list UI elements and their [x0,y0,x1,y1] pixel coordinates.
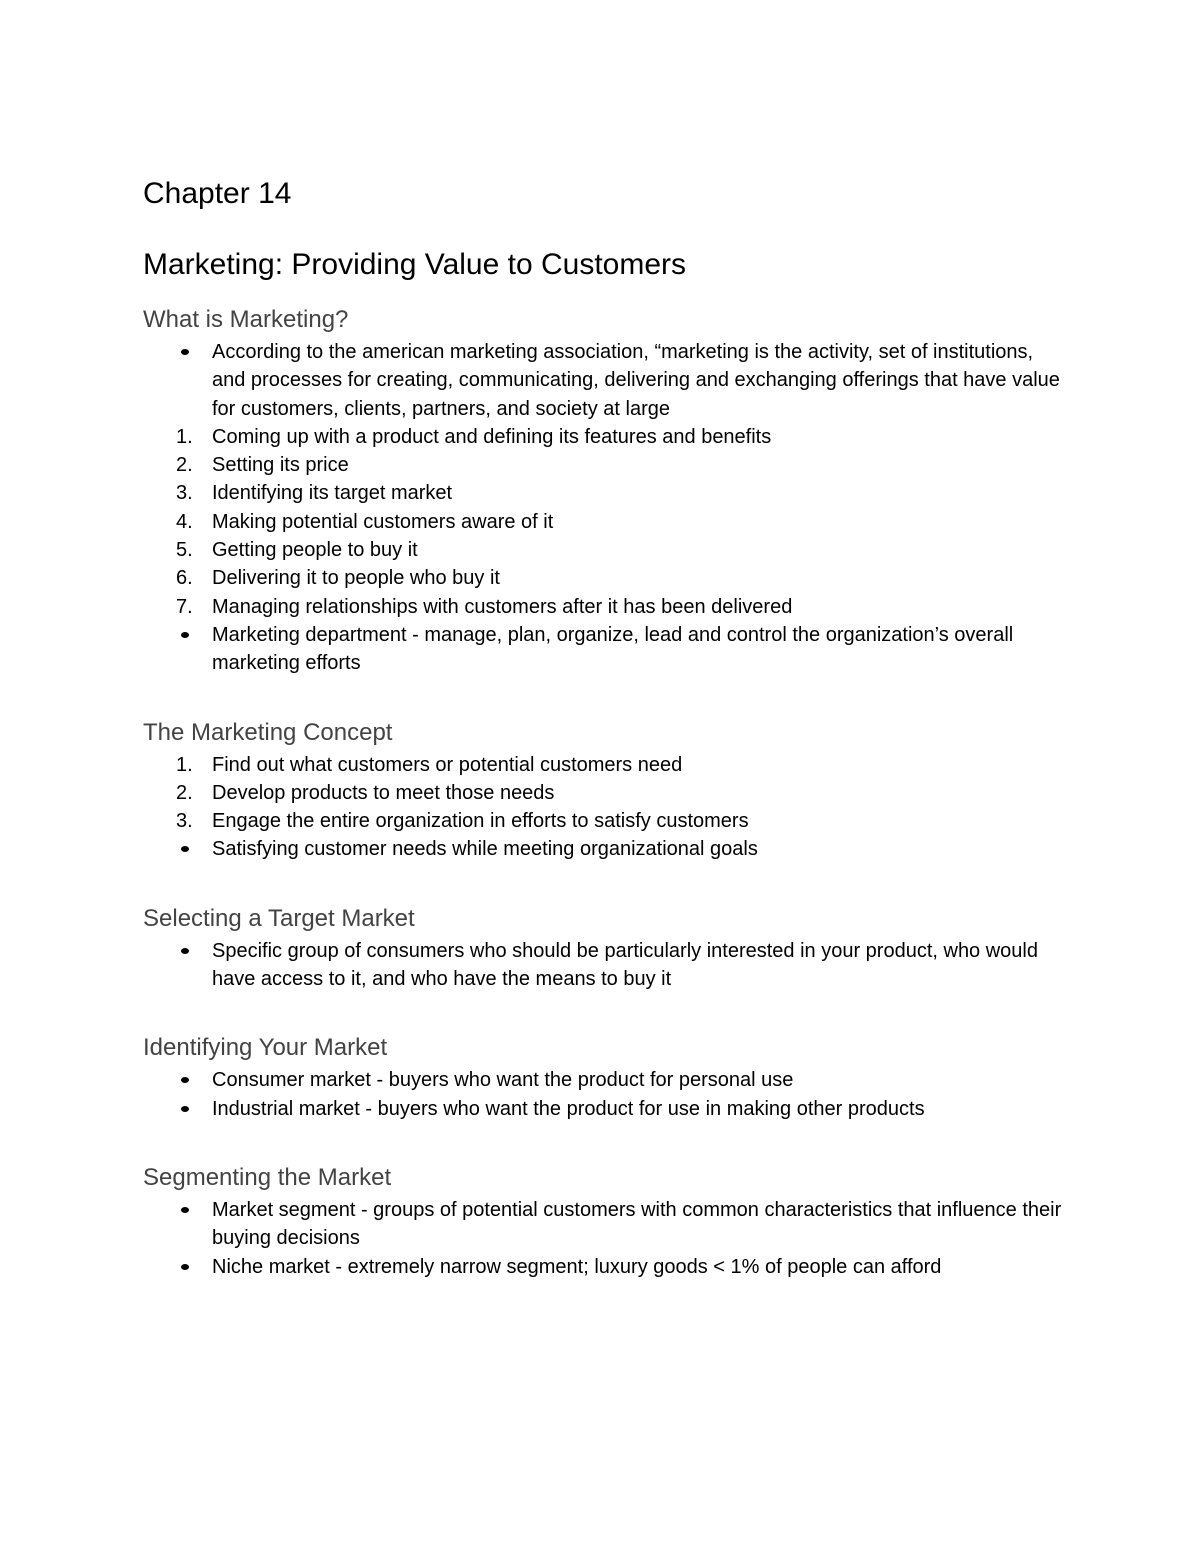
list-number: 2. [176,781,193,804]
list-item [143,479,1063,507]
list-number: 7. [176,595,193,618]
list-item-text: Marketing department - manage, plan, organize, lead and control the organization’s overall marketing efforts [212,623,1014,675]
list-item-text: Delivering it to people who buy it [212,567,500,590]
section-heading: Selecting a Target Market [143,904,415,932]
list-item [143,536,1063,564]
list-item [143,1253,1063,1281]
chapter-heading: Chapter 14 [143,177,292,210]
list-item [143,835,1063,863]
list-item-text: Consumer market - buyers who want the product for personal use [212,1069,794,1092]
list-item-text: Identifying its target market [212,482,453,505]
list-item [143,1196,1063,1253]
document-title: Marketing: Providing Value to Customers [143,248,687,281]
section-heading: Segmenting the Market [143,1163,392,1191]
list-item [143,338,1063,423]
list-item-text: Satisfying customer needs while meeting organizational goals [212,838,758,861]
sections-container [143,304,1063,1281]
list-item [143,593,1063,621]
list-item-text: Develop products to meet those needs [212,781,555,804]
list-item [143,779,1063,807]
list-number: 1. [176,425,193,448]
list-item-text: Making potential customers aware of it [212,510,554,533]
list-item [143,1066,1063,1094]
list-number: 2. [176,454,193,477]
list-item [143,1095,1063,1123]
list-number: 3. [176,482,193,505]
list-number: 3. [176,810,193,833]
list-item [143,621,1063,678]
list-item [143,423,1063,451]
list-item-text: Managing relationships with customers after it has been delivered [212,595,793,618]
section-heading: The Marketing Concept [143,718,393,746]
list-item [143,751,1063,779]
list-number: 1. [176,753,193,776]
list-item-text: Industrial market - buyers who want the product for use in making other products [212,1097,925,1120]
section-list [143,751,1063,864]
list-number: 6. [176,567,193,590]
list-item [143,508,1063,536]
section-heading: What is Marketing? [143,306,349,333]
list-item [143,564,1063,592]
list-number: 5. [176,539,193,562]
list-item [143,451,1063,479]
section-list [143,1196,1063,1281]
list-item [143,807,1063,835]
list-item-text: According to the american marketing association, “marketing is the activity, set of institutions, and processes for creating, communicating, delivering and exchanging offerings that have value for customers, clients, partners, and society at large [212,341,1060,420]
section-list [143,338,1063,678]
list-item-text: Setting its price [212,454,349,477]
list-item-text: Specific group of consumers who should be particularly interested in your product, who would have access to it, and who have the means to buy it [212,939,1038,991]
list-item-text: Getting people to buy it [212,539,418,562]
list-item [143,937,1063,994]
list-item-text: Market segment - groups of potential customers with common characteristics that influence their buying decisions [212,1198,1062,1250]
section-list [143,1066,1063,1123]
list-item-text: Niche market - extremely narrow segment; luxury goods < 1% of people can afford [212,1255,942,1278]
section-list [143,937,1063,994]
list-item-text: Coming up with a product and defining its features and benefits [212,425,772,448]
document-body [143,174,1063,1281]
section-heading: Identifying Your Market [143,1034,388,1062]
list-number: 4. [176,510,193,533]
list-item-text: Engage the entire organization in efforts to satisfy customers [212,810,749,833]
list-item-text: Find out what customers or potential customers need [212,753,683,776]
